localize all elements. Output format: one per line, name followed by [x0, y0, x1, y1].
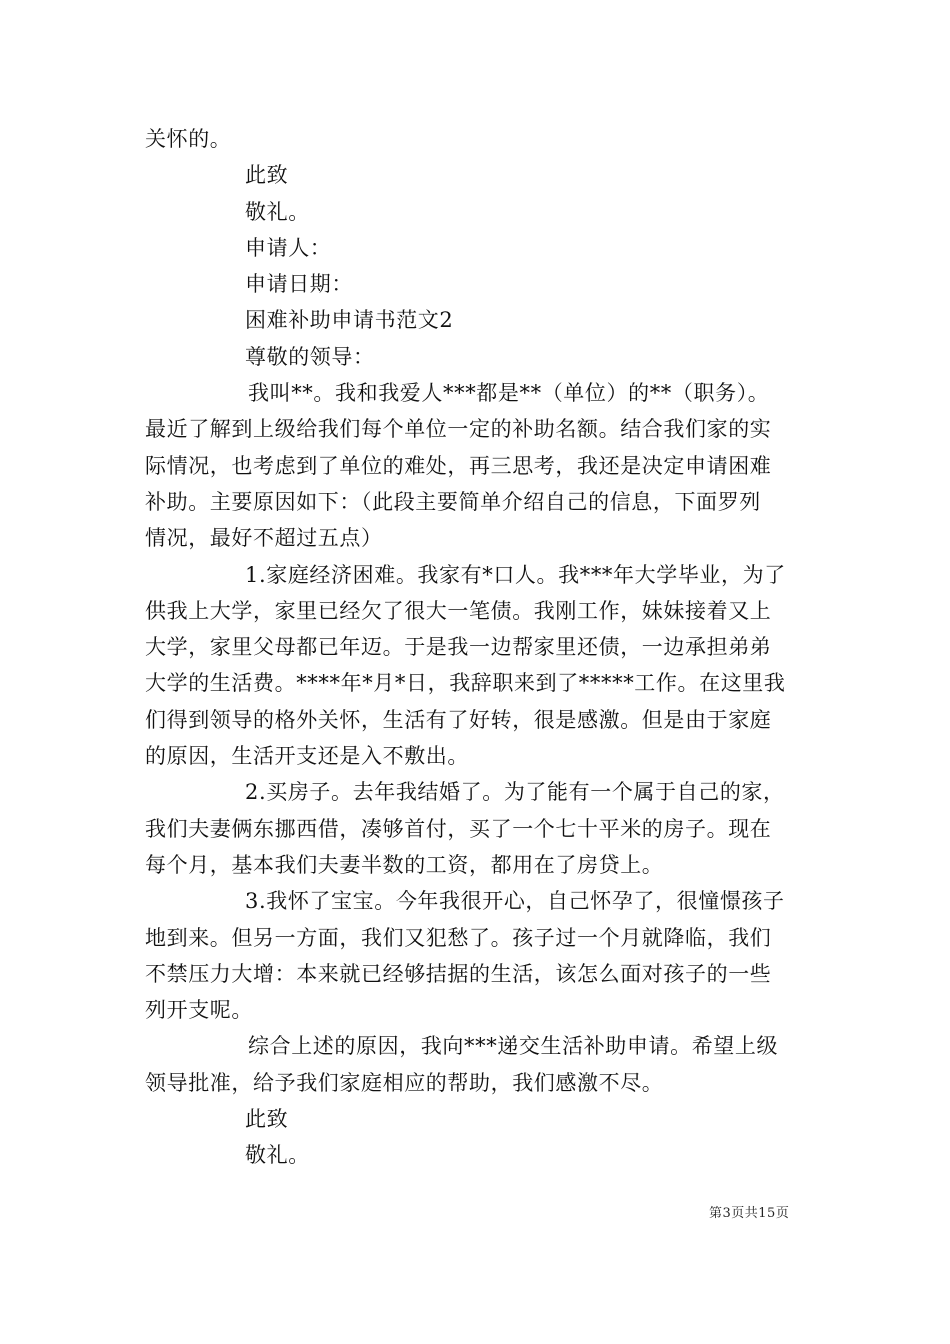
list-item-1: 1.家庭经济困难。我家有*口人。我***年大学毕业，为了: [245, 562, 786, 587]
paragraph-line: 补助。主要原因如下：（此段主要简单介绍自己的信息，下面罗列: [145, 489, 761, 514]
paragraph-line: 大学的生活费。****年*月*日，我辞职来到了*****工作。在这里我: [145, 671, 786, 696]
list-item-2: 2.买房子。去年我结婚了。为了能有一个属于自己的家，: [245, 780, 785, 805]
paragraph-line: 际情况，也考虑到了单位的难处，再三思考，我还是决定申请困难: [145, 453, 772, 478]
closing-regards: 敬礼。: [245, 1143, 310, 1168]
summary-paragraph-line: 综合上述的原因，我向***递交生活补助申请。希望上级: [248, 1034, 779, 1059]
applicant-label: 申请人：: [245, 235, 332, 260]
closing-salutation: 此致: [245, 163, 289, 188]
paragraph-line: 大学，家里父母都已年迈。于是我一边帮家里还债，一边承担弟弟: [145, 635, 772, 660]
page-number-footer: 第3页共15页: [709, 1206, 790, 1221]
paragraph-line: 最近了解到上级给我们每个单位一定的补助名额。结合我们家的实: [145, 417, 772, 442]
document-body: [145, 121, 809, 1174]
paragraph-line: 我们夫妻俩东挪西借，凑够首付，买了一个七十平米的房子。现在: [145, 816, 772, 841]
section-title: 困难补助申请书范文2: [245, 308, 454, 333]
paragraph-line: 领导批准，给予我们家庭相应的帮助，我们感激不尽。: [145, 1070, 664, 1095]
closing-regards: 敬礼。: [245, 199, 310, 224]
closing-salutation: 此致: [245, 1107, 289, 1132]
paragraph-line: 列开支呢。: [145, 998, 253, 1023]
paragraph-line: 不禁压力大增：本来就已经够拮据的生活，该怎么面对孩子的一些: [145, 961, 772, 986]
paragraph-line: 我叫**。我和我爱人***都是**（单位）的**（职务）。: [248, 381, 770, 406]
paragraph-line: 供我上大学，家里已经欠了很大一笔债。我刚工作，妹妹接着又上: [145, 598, 772, 623]
paragraph-line: 每个月，基本我们夫妻半数的工资，都用在了房贷上。: [145, 852, 664, 877]
paragraph-line: 地到来。但另一方面，我们又犯愁了。孩子过一个月就降临，我们: [145, 925, 772, 950]
list-item-3: 3.我怀了宝宝。今年我很开心，自己怀孕了，很憧憬孩子: [245, 889, 785, 914]
greeting: 尊敬的领导：: [245, 344, 375, 369]
paragraph-line: 情况，最好不超过五点）: [145, 526, 383, 551]
text-line: 关怀的。: [145, 127, 232, 151]
paragraph-line: 的原因，生活开支还是入不敷出。: [145, 744, 469, 769]
paragraph-line: 们得到领导的格外关怀，生活有了好转，很是感激。但是由于家庭: [145, 707, 772, 732]
application-date-label: 申请日期：: [245, 272, 353, 297]
